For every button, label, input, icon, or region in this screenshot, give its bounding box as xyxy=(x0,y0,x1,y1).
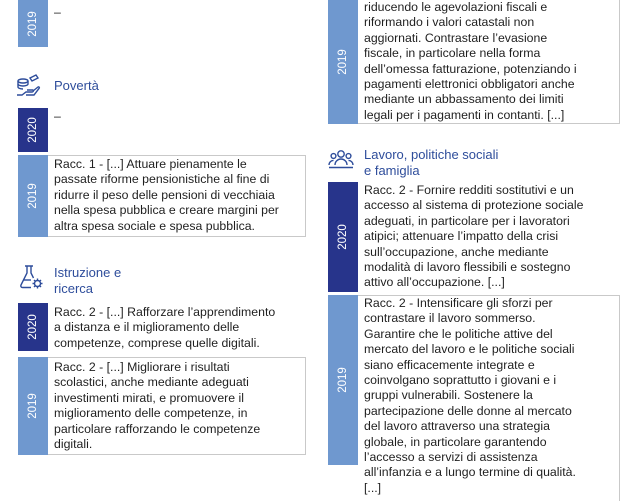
coins-hand-icon xyxy=(15,73,41,99)
year-tag-2019: 2019 xyxy=(328,0,358,124)
people-group-icon xyxy=(328,146,354,172)
year-tag-2019: 2019 xyxy=(18,0,48,47)
recommendation-text: – xyxy=(54,5,61,19)
recommendation-text: Racc. 2 - [...] Migliorare i risultati scolastici, anche mediante adeguati investimenti mirati, e promuovere il miglioramento delle competenze, in particolare rafforzando le competenze digitali. xyxy=(54,360,261,452)
flask-gear-icon xyxy=(18,264,44,290)
section-title-lavoro: Lavoro, politiche sociali e famiglia xyxy=(364,147,499,178)
year-tag-2019: 2019 xyxy=(328,295,358,465)
recommendation-text: – xyxy=(54,109,61,123)
recommendation-text: Racc. 2 - [...] Rafforzare l’apprendimento a distanza e il miglioramento delle competenze, comprese quelle digitali. xyxy=(54,305,276,350)
recommendation-text: riducendo le agevolazioni fiscali e riformando i valori catastali non aggiornati. Contrastare l’evasione fiscale, in particolare nella forma dell’omessa fatturazione, potenziando i pagamenti elettronici obbligatori anche mediante un abbassamento dei limiti legali per i pagamenti in contanti. [...] xyxy=(364,0,577,122)
recommendation-text: Racc. 1 - [...] Attuare pienamente le passate riforme pensionistiche al fine di ridurre il peso delle pensioni di vecchiaia nella spesa pubblica e creare margini per altra spesa sociale e spesa pubblica. xyxy=(54,157,279,233)
recommendation-text: Racc. 2 - Intensificare gli sforzi per contrastare il lavoro sommerso. Garantire che le politiche attive del mercato del lavoro e le politiche sociali siano efficacemente integrate e coinvolgano soprattutto i giovani e i gruppi vulnerabili. Sostenere la partecipazione delle donne al mercato del lavoro attraverso una strategia globale, in particolare garantendo l’accesso a servizi di assistenza all’infanzia e a lungo termine di qualità. [...] xyxy=(364,296,576,495)
year-tag-2019: 2019 xyxy=(18,155,48,237)
year-tag-2019: 2019 xyxy=(18,357,48,455)
year-tag-2020: 2020 xyxy=(18,108,48,152)
section-title-istruzione: Istruzione e ricerca xyxy=(54,265,122,296)
section-title-poverta: Povertà xyxy=(54,78,99,93)
year-tag-2020: 2020 xyxy=(18,303,48,351)
recommendation-text: Racc. 2 - Fornire redditi sostitutivi e un accesso al sistema di protezione sociale adeguati, in particolare per i lavoratori atipici; attenuare l’impatto della crisi sull’occupazione, anche mediante modalità di lavoro flessibili e sostegno attivo all’occupazione. [...] xyxy=(364,183,584,290)
year-tag-2020: 2020 xyxy=(328,182,358,292)
